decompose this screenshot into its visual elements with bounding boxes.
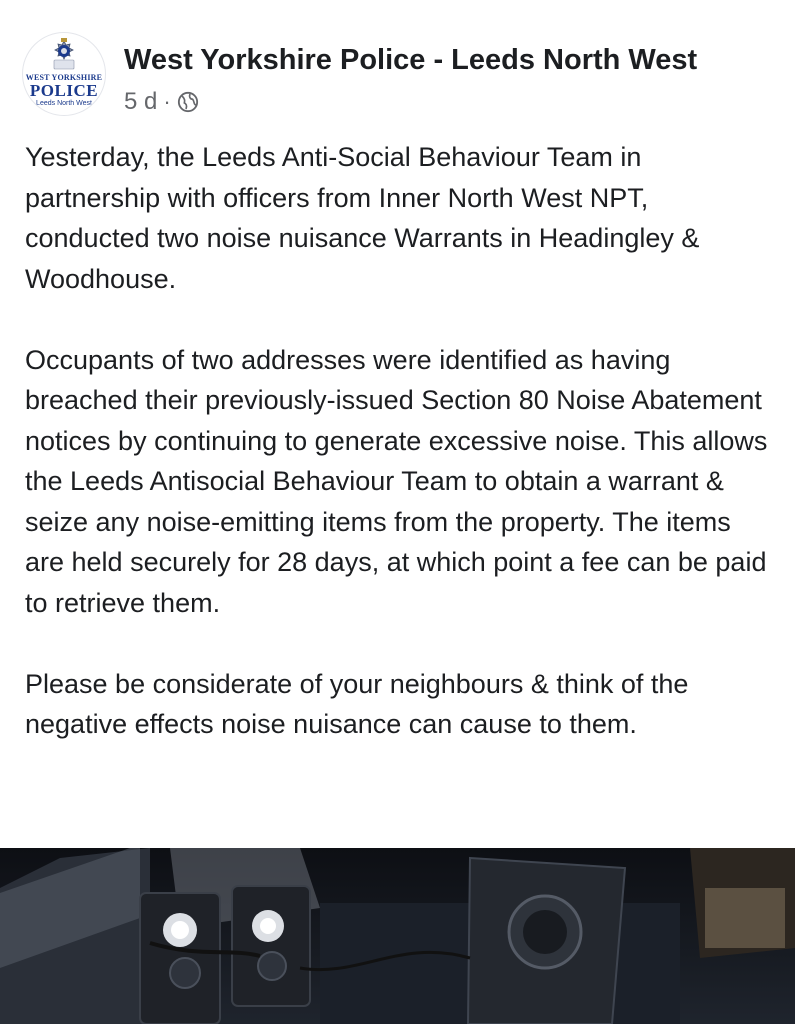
globe-icon[interactable] [177,91,199,113]
post-paragraph-2: Occupants of two addresses were identified as having breached their previously-issued Section 80 Noise Abatement notices by continuing to generate excessive noise. This allows the Leeds Antisocial Behaviour Team to obtain a warrant & seize any noise-emitting items from the property. The items are held securely for 28 days, at which point a fee can be paid to retrieve them. [25,344,768,618]
post-paragraph-1: Yesterday, the Leeds Anti-Social Behaviour Team in partnership with officers from Inner North West NPT, conducted two noise nuisance Warrants in Headingley & Woodhouse. [25,142,700,294]
post-timestamp[interactable]: 5 d [124,88,158,115]
post-paragraph-3: Please be considerate of your neighbours & think of the negative effects noise nuisance can cause to them. [25,668,689,739]
police-crest-logo [47,38,81,72]
post-text [25,137,775,745]
avatar-text-line3: Leeds North West [36,100,92,107]
avatar-text-line1: WEST YORKSHIRE [25,73,103,82]
meta-separator: · [163,89,171,114]
post-photo[interactable] [0,848,795,1024]
page-name-link[interactable]: West Yorkshire Police - Leeds North West [124,44,698,76]
page-avatar[interactable] [22,32,106,116]
post-header [22,32,775,118]
seized-speakers-photo [0,848,795,1024]
avatar-text-line2: POLICE [29,81,99,100]
post-meta [124,88,199,116]
